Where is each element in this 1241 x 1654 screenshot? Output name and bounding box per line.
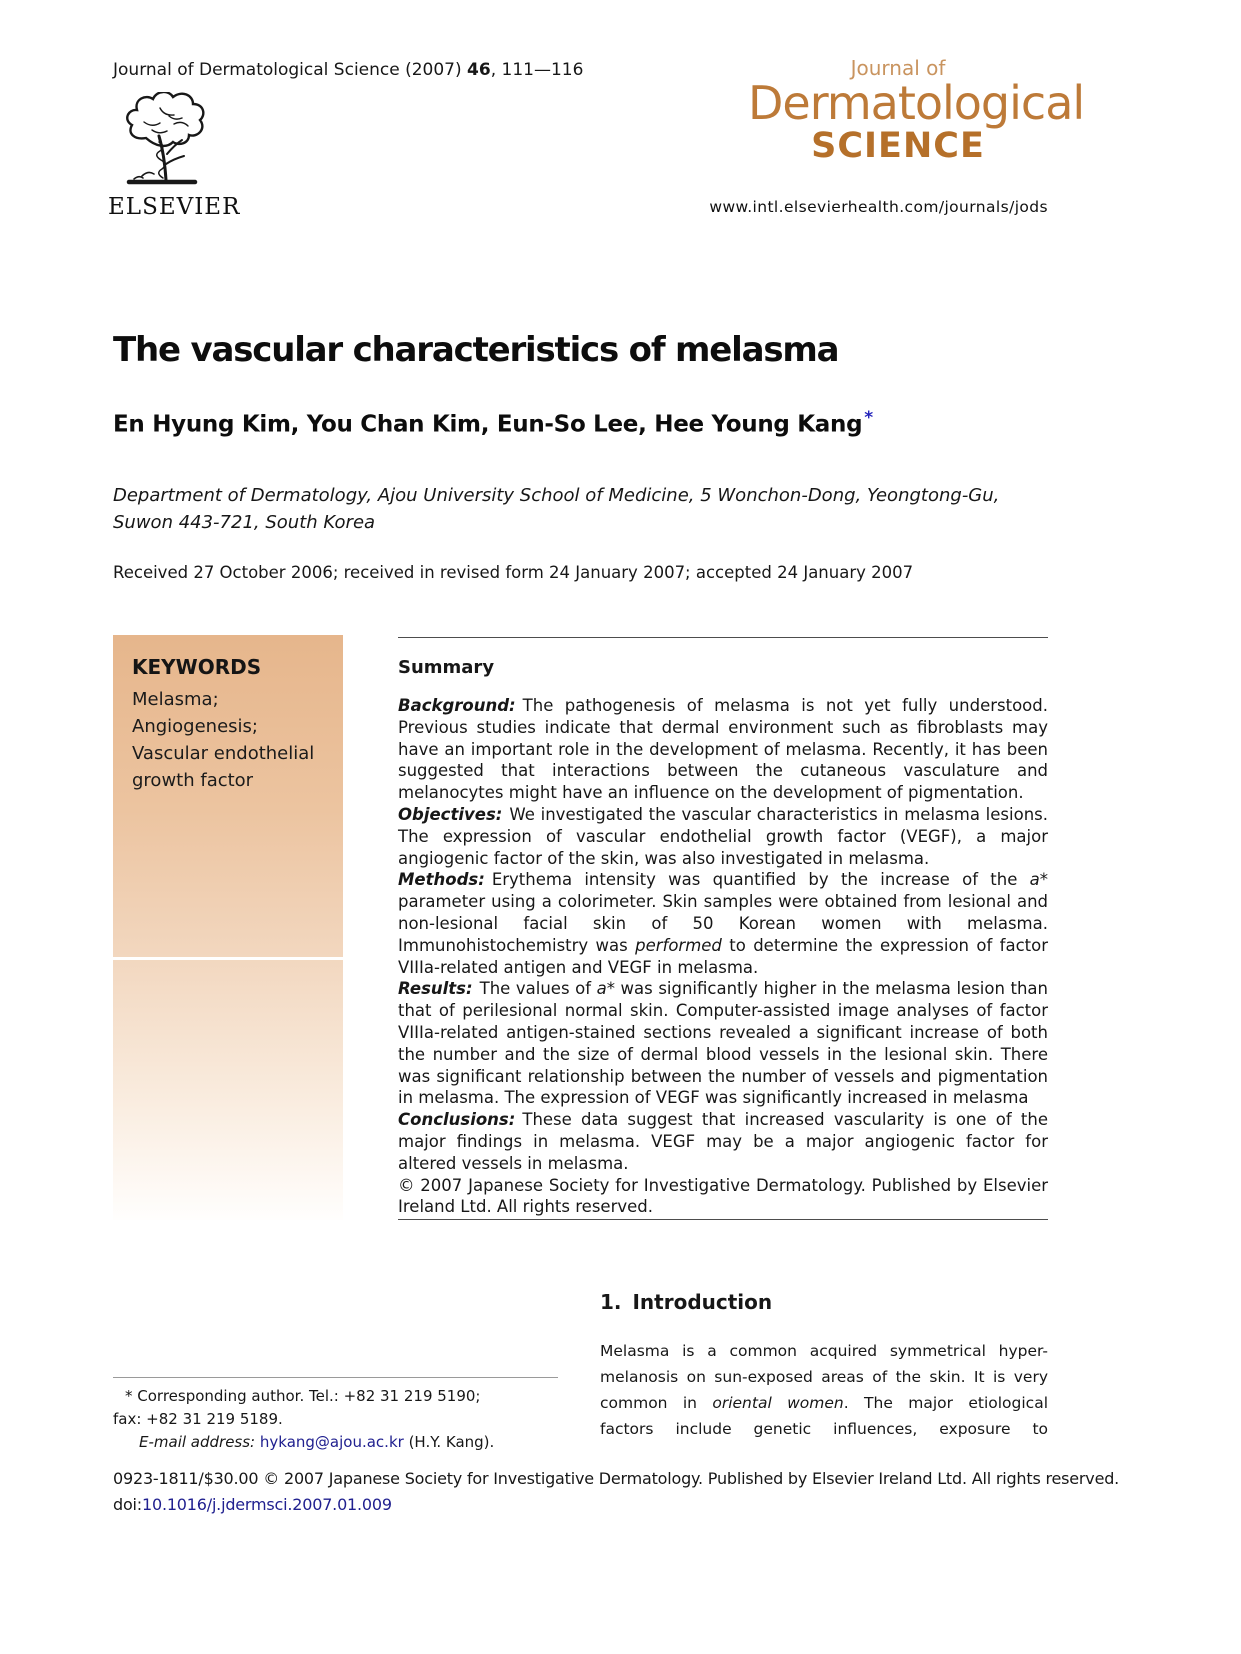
introduction-paragraph: Melasma is a common acquired symmetrical hyper- melanosis on sun-exposed areas of the skin. It is very common in oriental women. The major etiological factors include genetic influences, exposure to [600, 1342, 1048, 1438]
doi-line [113, 1492, 1123, 1518]
abstract-objectives [398, 804, 1048, 869]
section-label: Results: [398, 979, 473, 999]
journal-citation-prefix: Journal of Dermatological Science (2007) [113, 60, 468, 80]
introduction-heading: 1. Introduction [600, 1290, 773, 1314]
section-text: We investigated the vascular characteristics in melasma lesions. The expression of vascular endothelial growth factor (VEGF), a major angiogenic factor of the skin, was also investigated in melasma. [398, 804, 1048, 868]
doi-link[interactable]: 10.1016/j.jdermsci.2007.01.009 [141, 1495, 392, 1514]
footnote-rule [113, 1377, 558, 1378]
section-text: The values of a* was significantly higher in the melasma lesion than that of perilesional normal skin. Computer-assisted image analyses of factor VIIIa-related antigen-stained sections revealed a significant increase of both the number and the size of dermal blood vessels in the lesional skin. There was significant relationship between the number of vessels and pigmentation in melasma. The expression of VEGF was significantly increased in melasma [398, 979, 1048, 1108]
corresponding-author-footnote [113, 1385, 573, 1454]
section-label: Conclusions: [398, 1110, 516, 1130]
imprint [113, 1466, 1123, 1518]
summary-top-rule [398, 637, 1048, 638]
journal-pages: , 111—116 [490, 60, 584, 80]
email-label: E-mail address: [139, 1433, 256, 1451]
doi-label: doi: [113, 1495, 142, 1514]
abstract-conclusions [398, 1109, 1048, 1174]
email-link[interactable]: hykang@ajou.ac.kr [259, 1433, 404, 1451]
abstract-results [398, 978, 1048, 1109]
journal-logo-science: SCIENCE [811, 126, 985, 166]
article-history: Received 27 October 2006; received in revised form 24 January 2007; accepted 24 January 2007 [113, 563, 914, 582]
elsevier-logo [108, 92, 241, 220]
section-label: Objectives: [398, 804, 503, 824]
journal-citation [113, 60, 583, 80]
journal-volume: 46 [467, 60, 491, 80]
footnote-tel: * Corresponding author. Tel.: +82 31 219 5190; [125, 1387, 481, 1405]
summary-bottom-rule [398, 1219, 1048, 1220]
section-text: These data suggest that increased vascularity is one of the major findings in melasma. VEGF may be a major angiogenic factor for altered vessels in melasma. [398, 1110, 1048, 1173]
footnote-email-line [113, 1431, 573, 1454]
article-title: The vascular characteristics of melasma [113, 330, 839, 370]
affiliation: Department of Dermatology, Ajou University School of Medicine, 5 Wonchon-Dong, Yeongtong-Gu, Suwon 443-721, South Korea [113, 485, 1000, 533]
section-label: Background: [398, 696, 516, 715]
keyword-item: Vascular endothelial growth factor [132, 743, 315, 791]
summary-heading: Summary [398, 657, 495, 678]
keyword-item: Angiogenesis; [132, 716, 258, 737]
keywords-heading: KEYWORDS [132, 655, 262, 679]
introduction-section [600, 1290, 1048, 1442]
author-names: En Hyung Kim, You Chan Kim, Eun-So Lee, Hee Young Kang [113, 411, 863, 438]
abstract-methods [398, 869, 1048, 978]
elsevier-wordmark: ELSEVIER [108, 194, 241, 220]
keywords-box [113, 635, 343, 1220]
section-text: The pathogenesis of melasma is not yet fully understood. Previous studies indicate that dermal environment such as fibroblasts may have an important role in the development of melasma. Recently, it has been suggested that interactions between the cutaneous vasculature and melanocytes might have an influence on the development of pigmentation. [398, 696, 1048, 803]
keywords-box-divider [113, 957, 343, 960]
section-label: Methods: [398, 870, 485, 890]
section-text: Erythema intensity was quantified by the increase of the a* parameter using a colorimeter. Skin samples were obtained from lesional and non-lesional facial skin of 50 Korean women with melasma. Immunohistochemistry was performed to determine the expression of factor VIIIa-related antigen and VEGF in melasma. [398, 870, 1048, 977]
keyword-item: Melasma; [132, 689, 219, 710]
abstract-background [398, 695, 1048, 804]
issn-copyright-line: 0923-1811/$30.00 © 2007 Japanese Society for Investigative Dermatology. Published by Elsevier Ireland Ltd. All rights reserved. [113, 1469, 1120, 1488]
journal-website-url: www.intl.elsevierhealth.com/journals/jods [709, 198, 1048, 216]
journal-logo-journal-of: Journal of [850, 56, 946, 80]
author-list [113, 408, 873, 438]
footnote-fax: fax: +82 31 219 5189. [113, 1410, 283, 1428]
journal-logo-dermatological: Dermatological [748, 76, 1085, 130]
abstract-copyright: © 2007 Japanese Society for Investigative Dermatology. Published by Elsevier Ireland Ltd. All rights reserved. [398, 1175, 1048, 1217]
journal-logo [748, 56, 1085, 166]
elsevier-tree-icon [114, 92, 228, 188]
abstract [398, 657, 1048, 1218]
email-suffix: (H.Y. Kang). [403, 1433, 495, 1451]
corresponding-author-asterisk: * [864, 408, 873, 428]
